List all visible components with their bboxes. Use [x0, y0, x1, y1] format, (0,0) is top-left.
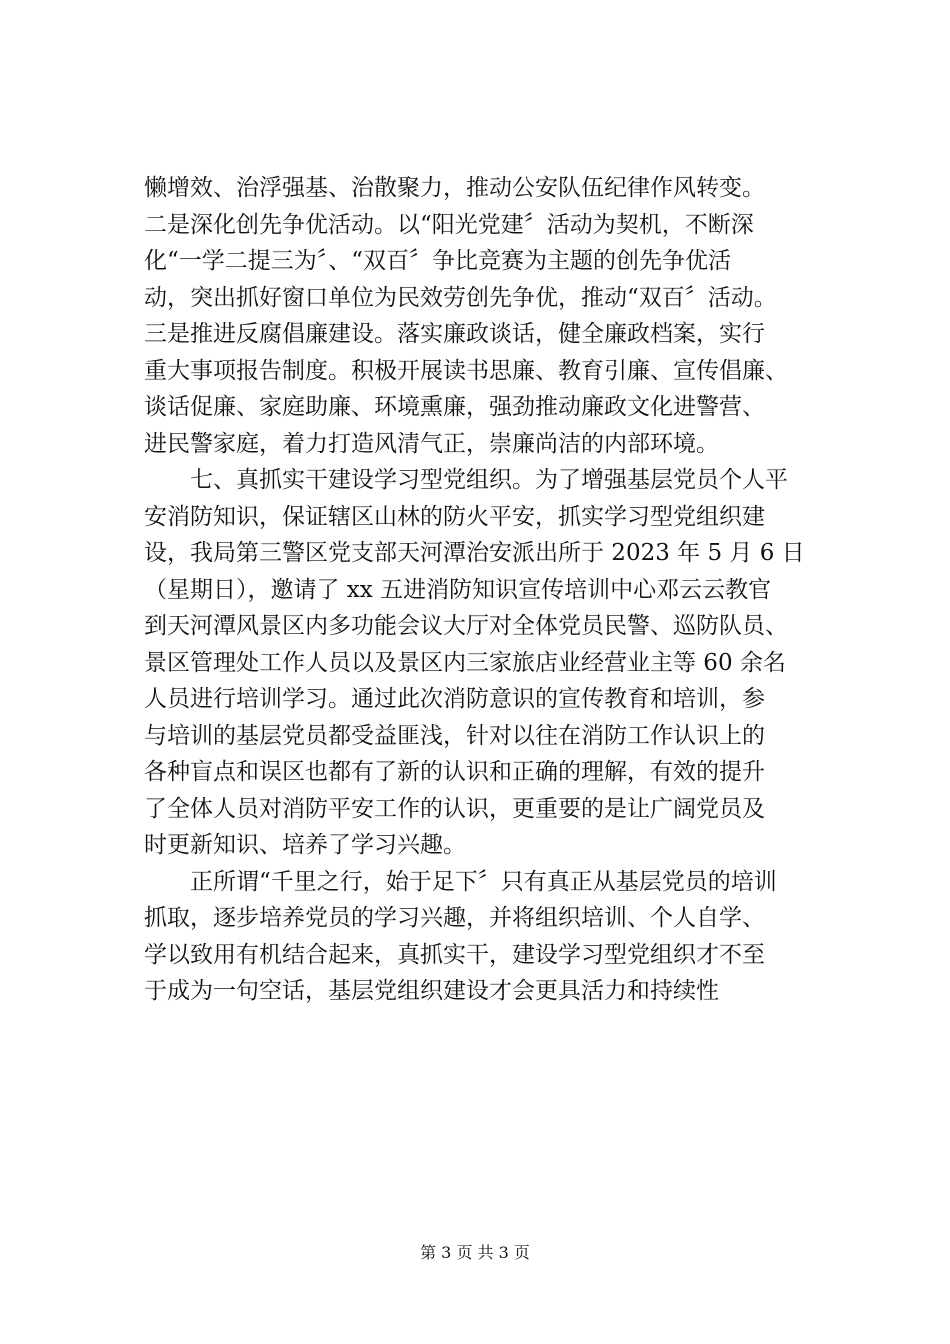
text-line: 各种盲点和误区也都有了新的认识和正确的理解，有效的提升: [144, 759, 765, 785]
text-line: 学以致用有机结合起来，真抓实干，建设学习型党组织才不至: [144, 941, 765, 968]
text-line: 设，我局第三警区党支部天河潭治安派出所于 2023 年 5 月 6 日: [144, 540, 805, 566]
paragraph-lines: [144, 170, 854, 1010]
text-line: 了全体人员对消防平安工作的认识，更重要的是让广阔党员及: [144, 795, 765, 822]
text-line: 时更新知识、培养了学习兴趣。: [144, 832, 466, 858]
text-line: 正所谓“千里之行，始于足下〞只有真正从基层党员的培训: [190, 868, 777, 895]
text-line: 景区管理处工作人员以及景区内三家旅店业经营业主等 60 余名: [144, 649, 786, 676]
text-line: 二是深化创先争优活动。以“阳光党建〞活动为契机，不断深: [144, 211, 754, 238]
document-body: [144, 170, 854, 1010]
text-line: 懒增效、治浮强基、治散聚力，推动公安队伍纪律作风转变。: [144, 175, 765, 201]
page-footer: 第 3 页 共 3 页: [420, 1243, 530, 1262]
text-line: 七、真抓实干建设学习型党组织。为了增强基层党员个人平: [190, 467, 788, 493]
text-line: 与培训的基层党员都受益匪浅，针对以往在消防工作认识上的: [144, 722, 765, 749]
text-line: 动，突出抓好窗口单位为民效劳创先争优，推动“双百〞活动。: [144, 284, 777, 311]
text-line: （星期日），邀请了 xx 五进消防知识宣传培训中心邓云云教官: [144, 576, 772, 603]
text-line: 三是推进反腐倡廉建设。落实廉政谈话，健全廉政档案，实行: [144, 321, 765, 347]
text-line: 进民警家庭，着力打造风清气正，崇廉尚洁的内部环境。: [144, 430, 719, 457]
text-line: 到天河潭风景区内多功能会议大厅对全体党员民警、巡防队员、: [144, 613, 788, 639]
text-line: 安消防知识，保证辖区山林的防火平安，抓实学习型党组织建: [144, 503, 765, 530]
text-line: 于成为一句空话，基层党组织建设才会更具活力和持续性: [144, 978, 719, 1004]
text-line: 谈话促廉、家庭助廉、环境熏廉，强劲推动廉政文化进警营、: [144, 394, 765, 420]
text-line: 人员进行培训学习。通过此次消防意识的宣传教育和培训，参: [144, 686, 765, 712]
text-line: 化“一学二提三为〞、“双百〞争比竞赛为主题的创先争优活: [144, 248, 732, 274]
text-line: 抓取，逐步培养党员的学习兴趣，并将组织培训、个人自学、: [144, 905, 765, 931]
text-line: 重大事项报告制度。积极开展读书思廉、教育引廉、宣传倡廉、: [144, 357, 788, 384]
